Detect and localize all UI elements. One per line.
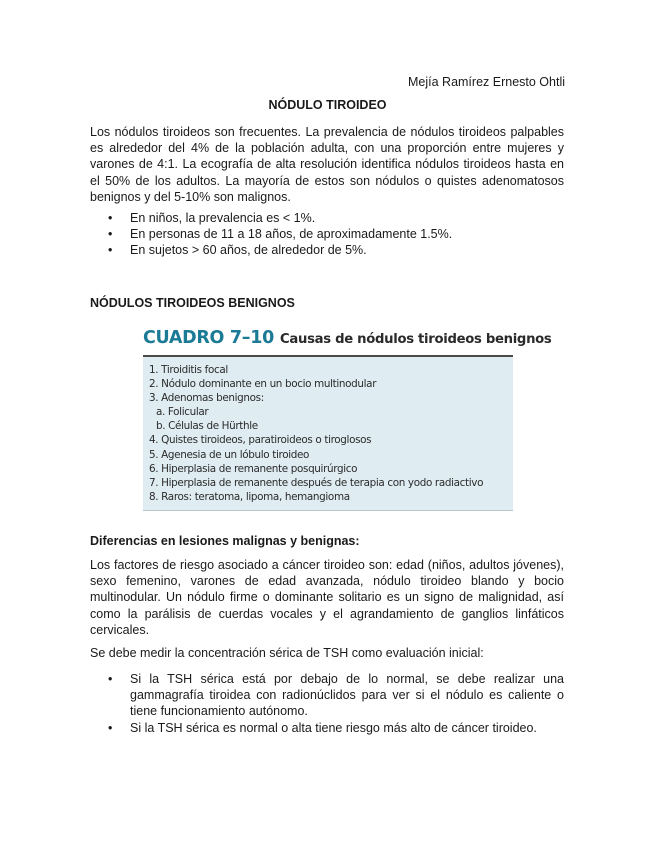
tsh-intro: Se debe medir la concentración sérica de TSH como evaluación inicial:	[90, 646, 484, 660]
table-row-sub: a. Folicular	[156, 406, 209, 419]
table-row: 5. Agenesia de un lóbulo tiroideo	[149, 448, 310, 461]
list-item: • Si la TSH sérica es normal o alta tiene riesgo más alto de cáncer tiroideo.	[90, 720, 564, 736]
cuadro-number: CUADRO 7–10	[143, 328, 275, 348]
list-item: • Si la TSH sérica está por debajo de lo normal, se debe realizar una gammagrafía tiroidea con radionúclidos para ver si el nódulo es caliente o tiene funcionamiento autónomo.	[90, 671, 564, 720]
cuadro-description: Causas de nódulos tiroideos benignos	[280, 332, 552, 347]
list-item: • En sujetos > 60 años, de alrededor de 5%.	[90, 242, 564, 258]
intro-paragraph: Los nódulos tiroideos son frecuentes. La prevalencia de nódulos tiroideos palpables es alrededor del 4% de la población adulta, con una proporción entre mujeres y varones de 4:1. La ecografía de alta resolución identifica nódulos tiroideos hasta en el 50% de los adultos. La mayoría de estos son nódulos o quistes adenomatosos benignos y del 5-10% son malignos.	[90, 125, 564, 204]
list-item: • En niños, la prevalencia es < 1%.	[90, 210, 564, 226]
table-row: 4. Quistes tiroideos, paratiroideos o tiroglosos	[149, 434, 372, 447]
table-row: 3. Adenomas benignos:	[149, 392, 264, 405]
section-heading-benign: NÓDULOS TIROIDEOS BENIGNOS	[90, 296, 295, 310]
page-title: NÓDULO TIROIDEO	[268, 98, 387, 112]
table-row: 1. Tiroiditis focal	[149, 364, 228, 376]
cuadro-title	[143, 328, 552, 354]
table-row: 2. Nódulo dominante en un bocio multinodular	[149, 378, 377, 391]
table-row: 6. Hiperplasia de remanente posquirúrgico	[149, 462, 358, 475]
table-row: 7. Hiperplasia de remanente después de terapia con yodo radiactivo	[149, 476, 484, 489]
table-row-sub: b. Células de Hürthle	[156, 420, 258, 433]
table-row: 8. Raros: teratoma, lipoma, hemangioma	[149, 490, 350, 503]
tsh-list	[90, 671, 564, 736]
risk-factors-paragraph: Los factores de riesgo asociado a cáncer tiroideo son: edad (niños, adultos jóvenes), sexo femenino, varones de edad avanzada, nódulo tiroideo blando y bocio multinodular. Un nódulo firme o dominante solitario es un signo de malignidad, así como la parálisis de cuerdas vocales y el agrandamiento de ganglios linfáticos cervicales.	[90, 558, 564, 637]
author-name: Mejía Ramírez Ernesto Ohtli	[408, 75, 565, 89]
section-heading-differences: Diferencias en lesiones malignas y benignas:	[90, 534, 360, 548]
list-item: • En personas de 11 a 18 años, de aproximadamente 1.5%.	[90, 226, 564, 242]
cuadro-table-image	[143, 328, 552, 511]
prevalence-list	[90, 210, 564, 259]
cuadro-list-box	[143, 355, 513, 511]
